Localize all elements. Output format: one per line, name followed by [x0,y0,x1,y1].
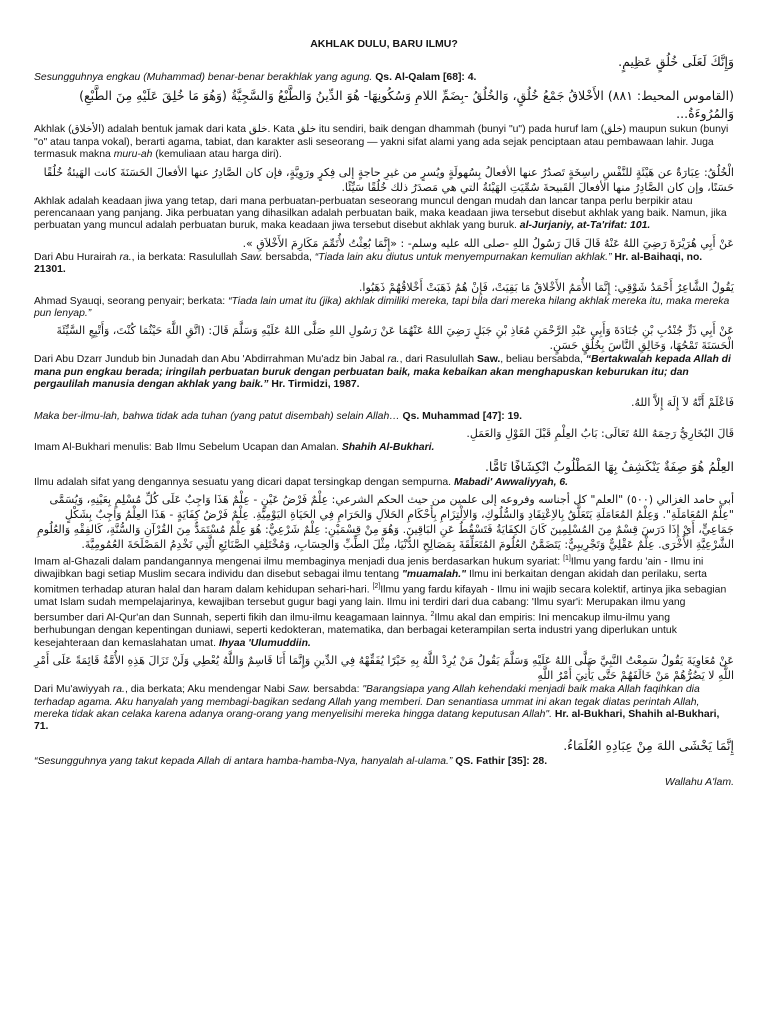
arabic-qamus-definition: (القاموس المحيط: ٨٨١) الأَخْلاقُ جَمْعُ خُلُقٍ، وَالخُلُقُ -بِضَمِّ اللامِ وَسُكُونِهَا- هُوَ الدِّينُ وَالطَّبْعُ وَالسَّجِيَّةُ (وَهُوَ مَا خُلِقَ عَلَيْهِ مِنَ الطَّبْعِ) وَالمُرُوءَةُ... [79,88,734,122]
paragraph-italic-term: muru-ah [113,149,153,161]
text: Ahmad Syauqi, seorang penyair; berkata: [34,295,226,307]
akhlak-definition-paragraph [34,124,734,161]
arabic-hadith-abu-hurairah: عَنْ أَبِي هُرَيْرَةَ رَضِيَ اللهُ عَنْهُ قَالَ قَالَ رَسُولُ اللهِ -صلى الله عليه وسلم- : «إِنَّمَا بُعِثْتُ لأُتَمِّمَ مَكَارِمَ الأَخْلاَقِ ». [242,236,734,250]
reference: Hr. al-Baihaqi, no. 21301. [34,251,703,276]
text: , dari Rasulullah [399,354,475,366]
arabic-verse-fathir: إِنَّمَا يَخْشَى اللهَ مِنْ عِبَادِهِ العُلَمَاءُ. [563,737,734,753]
translation-text: “Sesungguhnya yang takut kepada Allah di antara hamba-hamba-Nya, hanyalah al-ulama.” [34,755,453,767]
reference: Hr. al-Bukhari, Shahih al-Bukhari, 71. [34,708,720,733]
reference: QS. Fathir [35]: 28. [455,755,548,767]
poem-quote: “Tiada lain umat itu (jika) akhlak dimiliki mereka, tapi bila dari mereka hilang akhlak mereka itu, maka mereka pun lenyap.” [34,295,730,320]
text: Imam al-Ghazali dalam pandangannya mengenai ilmu membaginya menjadi dua jenis berdasarkan hukum syariat: [34,556,561,568]
arabic-ilmu-definition: العِلْمُ هُوَ صِفَةٌ يَنْكَشِفُ بِهَا المَطْلُوبُ انْكِشَافًا تَامًّا. [484,458,734,474]
translation-muhammad [34,411,734,423]
footnote-marker: 2 [430,611,435,619]
text-ra: ra. [112,684,125,696]
hadith-quote: “Tiada lain aku diutus untuk menyempurnakan kemulian akhlak.” [314,251,612,263]
hadith-quote: "Barangsiapa yang Allah kehendaki menjadi baik maka Allah faqihkan dia terhadap agama. Aku hanyalah yang membagi-bagikan sedang Allah yang memberi. Dan senantiasa ummat ini akan tegak diatas perintah Allah, mereka tidak akan celaka karena adanya orang-orang yang menyelisihi mereka hingga datang keputusan Allah". [34,684,700,720]
footnote-marker: [1] [563,554,571,562]
text: bersabda, [265,251,312,263]
reference: Qs. Al-Qalam [68]: 4. [375,72,477,83]
jurjani-translation [34,196,734,233]
hadith-abu-hurairah-translation [34,252,734,277]
text: Ilmu yang fardu 'ain - Ilmu ini diwajibkan bagi setiap Muslim secara individu dan disebut sebagai ilmu tentang [34,556,704,580]
text: bersabda: [313,684,360,696]
reference: Qs. Muhammad [47]: 19. [402,410,523,422]
translation-text: Ilmu adalah sifat yang dengannya sesuatu yang dicari dapat tersingkap dengan sempurna. [34,476,452,488]
closing-remark: Wallahu A'lam. [664,776,734,789]
arabic-hadith-muawiyah: عَنْ مُعَاوِيَةَ يَقُولُ سَمِعْتُ النَّبِيَّ صَلَّى اللهُ عَلَيْهِ وَسَلَّمَ يَقُولُ مَنْ يُرِدْ اللَّهُ بِهِ خَيْرًا يُفَقِّهْهُ فِي الدِّينِ وَإِنَّمَا أَنَا قَاسِمٌ وَاللَّهُ يُعْطِي وَلَنْ تَزَالَ هَذِهِ الأُمَّةُ قَائِمَةً عَلَى أَمْرِ اللَّهِ لا يَضُرُّهُمْ مَنْ خَالَفَهُمْ حَتَّى يَأْتِيَ أَمْرُ اللَّهِ [34,654,734,683]
reference: Mabadi' Awwaliyyah, 6. [453,476,569,488]
hadith-abu-dzarr-translation [34,354,734,391]
ghazali-translation [34,553,734,650]
document-title: AKHLAK DULU, BARU ILMU? [310,38,458,50]
translation-qalam [34,72,734,84]
arabic-verse-muhammad: فَاعْلَمْ أَنَّهُ لاَ إِلَهَ إِلاَّ اللهُ. [631,395,734,409]
arabic-ghazali-division: أبي حامد الغزالي (٥٠٠) "العلم" كل أجناسه وفروعه إلى علمين من حيث الحكم الشرعي: عِلْمٌ فَرْضُ عَيْنٍ - عِلْمٌ هَذَا وَاجِبٌ عَلَى كُلِّ مُسْلِمٍ بِعَيْنِهِ، وَيُسَمَّى "عِلْمُ المُعَامَلَةِ". وَعِلْمُ المُعَامَلَةِ يَتَعَلَّقُ بِالاِعْتِقَادِ وَالسُّلُوكِ، وَالاِلْتِزَامِ بِأَحْكَامِ الحَلاَلِ وَالحَرَامِ فِي الحَيَاةِ اليَوْمِيَّةِ. عِلْمٌ فَرْضُ كِفَايَةٍ - هَذَا العِلْمُ وَاجِبٌ بِشَكْلٍ جَمَاعِيٍّ، أَيْ إِذَا دَرَسَ قِسْمٌ مِنَ المُسْلِمِينَ كَانَ الكِفَايَةُ فَتَسْقُطُ عَنِ البَاقِينَ. وَهُوَ مِنْ قِسْمَيْنِ: عِلْمٌ شَرْعِيٌّ: هُوَ عِلْمٌ مُسْتَمَدٌّ مِنَ القُرْآنِ وَالسُّنَّةِ، كَالفِقْهِ وَالعُلُومِ الشَّرْعِيَّةِ الأُخْرَى. عِلْمٌ عَقْلِيٌّ وَتَجْرِيبِيٌّ: يَتَضَمَّنُ العُلُومَ المُتَعَلِّقَةَ بِمَصَالِحِ الدُّنْيَا، مِثْلَ الطِّبِّ وَالحِسَابِ، وَمُخْتَلِفِ الصَّنَائِعِ الَّتِي تَخْدِمُ المَصْلَحَةَ العُمُومِيَّةَ. [36,492,734,551]
paragraph-text: Akhlak adalah keadaan jiwa yang tetap, dari mana perbuatan-perbuatan seseorang muncul dengan mudah dan lancar tanpa perlu berpikir atau perencanaan yang panjang. Jika perbuatan yang dihasilkan adalah perbuatan baik, maka keadaan jiwa tersebut disebut akhlak yang baik. Namun, jika perbuatan yang muncul adalah perbuatan buruk, maka keadaan jiwa tersebut disebut akhlak yang buruk. [34,195,727,232]
text: Ilmu ini berkaitan dengan akidah dan perilaku, serta komitmen terhadap aturan halal dan haram dalam kehidupan sehari-hari. [34,568,707,596]
document-page [34,0,734,1008]
paragraph-text: Akhlak (الأخلاق) adalah bentuk jamak dari kata خلق. Kata خلق itu sendiri, baik dengan dhammah (bunyi "u") pada huruf lam (خلق) maupun sukun (bunyi "o" atau tanpa vokal), berarti agama, tabiat, dan karakter asli seseorang — yakni sifat alami yang ada sejak penciptaan atau pembawaan lahir. Juga termasuk makna [34,124,729,161]
text-ra: ra. [119,251,132,263]
text: , ia berkata: Rasulullah [131,251,238,263]
translation-text: Imam Al-Bukhari menulis: Bab Ilmu Sebelum Ucapan dan Amalan. [34,442,339,454]
text-saw: Saw. [476,354,501,366]
hadith-quote: “Bertakwalah kepada Allah di mana pun engkau berada; iringilah perbuatan buruk dengan perbuatan baik, maka kebaikan akan menghapuskan keburukan itu; dan pergaulilah manusia dengan akhlak yang baik.” [34,354,731,391]
text: , dia berkata; Aku mendengar Nabi [124,684,285,696]
text: Dari Abu Dzarr Jundub bin Junadah dan Abu 'Abdirrahman Mu'adz bin Jabal [34,354,385,366]
translation-text: Sesungguhnya engkau (Muhammad) benar-benar berakhlak yang agung. [34,72,373,83]
arabic-verse-qalam: وَإِنَّكَ لَعَلَى خُلُقٍ عَظِيمٍ. [618,54,734,69]
translation-fathir [34,756,734,768]
reference: Hr. Tirmidzi, 1987. [271,379,360,391]
paragraph-text-end: (kemuliaan atau harga diri). [155,149,282,161]
text-saw: Saw. [240,251,263,263]
hadith-muawiyah-translation [34,684,734,734]
text: Dari Abu Hurairah [34,251,117,263]
italic-term: "muamalah." [401,568,467,580]
text: Dari Mu'awiyyah [34,684,110,696]
reference: Ihyaa 'Ulumuddiin. [218,637,311,649]
arabic-bukhari-chapter: قَالَ البُخَارِيُّ رَحِمَهُ اللهُ تَعَالَى: بَابُ العِلْمِ قَبْلَ القَوْلِ وَالعَمَلِ. [466,427,734,441]
text: , beliau bersabda, [500,354,583,366]
translation-bukhari-chapter [34,442,734,454]
translation-ilmu-definition [34,477,734,489]
arabic-hadith-abu-dzarr: عَنْ أَبِي ذَرٍّ جُنْدُبِ بْنِ جُنَادَةَ وَأَبِي عَبْدِ الرَّحْمَنِ مُعَاذِ بْنِ جَبَلٍ رَضِيَ اللهُ عَنْهُمَا عَنْ رَسُولِ اللهِ صَلَّى اللهُ عَلَيْهِ وَسَلَّمَ قَالَ: (اتَّقِ اللَّهَ حَيْثُمَا كُنْتَ، وَأَتْبِعِ السَّيِّئَةَ الْحَسَنَةَ تَمْحُهَا، وَخَالِقِ النَّاسَ بِخُلُقٍ حَسَنٍ. [56,324,734,353]
reference: al-Jurjaniy, at-Ta'rifat: 101. [519,220,651,232]
reference: Shahih Al-Bukhari. [341,442,435,454]
arabic-syauqi-poem: يَقُولُ الشَّاعِرُ أَحْمَدُ شَوْقِي: إِنَّمَا الأُمَمُ الأَخْلاقُ مَا بَقِيَتْ، فَإِنْ هُمُ ذَهَبَتْ أَخْلاقُهُمْ ذَهَبُوا. [358,280,734,294]
text: Ilmu akal dan empiris: Ini mencakup ilmu-ilmu yang berhubungan dengan kepentingan duniawi, seperti kedokteran, matematika, dan berbagai keterampilan serta industri yang diperlukan untuk kesejahteraan dan kemaslahatan umat. [34,612,677,649]
text: Ilmu yang fardu kifayah - Ilmu ini wajib secara kolektif, artinya jika sebagian umat Islam sudah mempelajarinya, kewajiban tersebut gugur bagi yang lain. Ilmu ini terdiri dari dua cabang: 'Ilmu syar'i: Merupakan ilmu yang bersumber dari Al-Qur'an dan Sunnah, seperti fikih dan ilmu-ilmu keagamaan lainnya. [34,584,727,624]
text-saw: Saw. [287,684,311,696]
text-ra: ra. [387,354,400,366]
footnote-marker: [2] [372,583,381,591]
syauqi-translation [34,296,734,321]
translation-text: Maka ber-ilmu-lah, bahwa tidak ada tuhan (yang patut disembah) selain Allah… [34,410,400,422]
arabic-jurjani-definition: الْخُلُقُ: عِبَارَةٌ عن هَيْئَةٍ للنَّفْسِ راسِخَةٍ تَصدُرُ عنها الأفعالُ بِسُهولَةٍ ويُسرٍ من غيرِ حاجةٍ إلى فِكرٍ ورَوِيَّةٍ، فإن كان الصَّادِرُ عنها الأفعالَ الحَسَنَةَ كانت الهَيئةُ خُلُقًا حَسَنًا، وإن كان الصَّادِرُ منها الأفعالَ القَبيحةَ سُمِّيَتِ الهَيْئةُ التي هي مَصدَرُ ذلك خُلُقًا سَيِّئًا. [43,165,734,194]
